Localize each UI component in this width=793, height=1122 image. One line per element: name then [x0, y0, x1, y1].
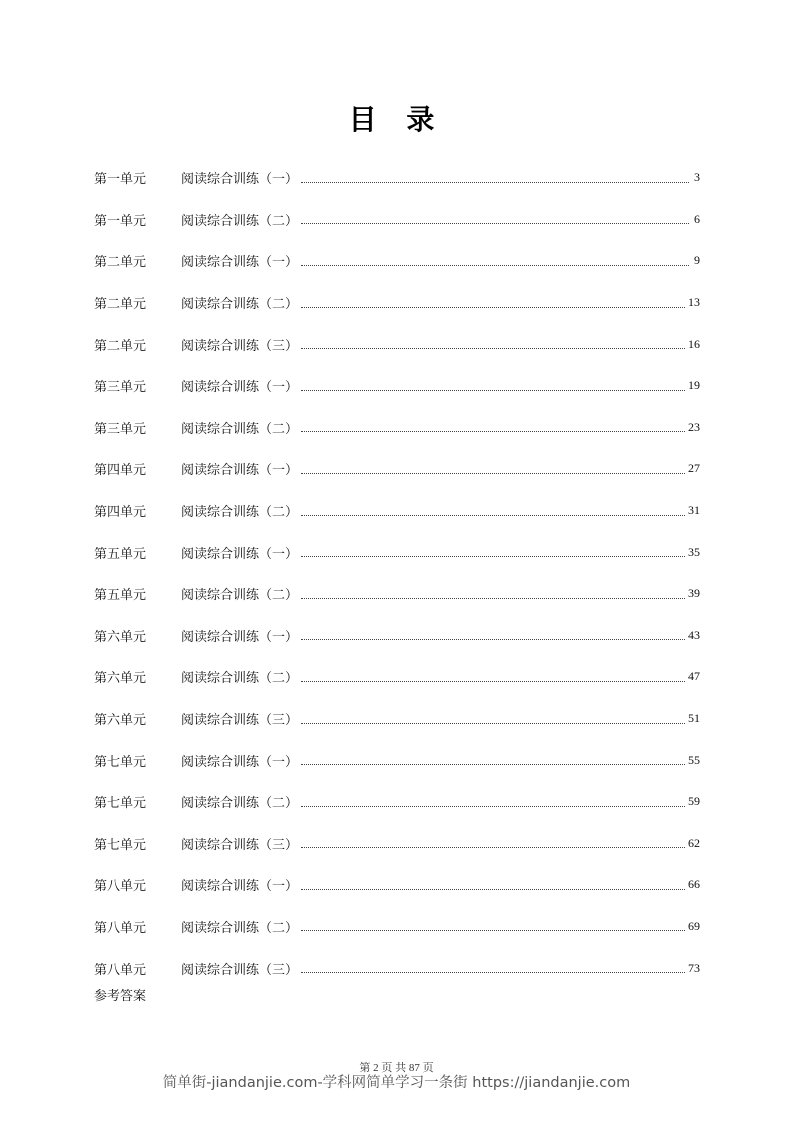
toc-lesson: 阅读综合训练（二） — [181, 421, 299, 437]
toc-entry[interactable] — [94, 698, 700, 740]
toc-unit: 第四单元 — [94, 505, 147, 521]
dot-leader — [301, 680, 685, 682]
toc-unit: 第八单元 — [94, 962, 147, 978]
toc-page-number: 39 — [688, 586, 700, 601]
toc-unit: 第四单元 — [94, 463, 147, 479]
toc-lesson: 阅读综合训练（三） — [181, 837, 299, 853]
toc-page-number: 16 — [688, 336, 700, 351]
toc-page-number: 73 — [688, 960, 700, 975]
toc-entry[interactable] — [94, 739, 700, 781]
toc-entry[interactable] — [94, 448, 700, 490]
toc-unit: 第六单元 — [94, 713, 147, 729]
toc-lesson: 阅读综合训练（二） — [181, 796, 299, 812]
toc-lesson: 阅读综合训练（一） — [181, 879, 299, 895]
toc-unit: 第二单元 — [94, 255, 147, 271]
toc-entry[interactable] — [94, 656, 700, 698]
dot-leader — [301, 347, 685, 349]
toc-page-number: 23 — [688, 419, 700, 434]
dot-leader — [301, 763, 685, 765]
toc-lesson: 阅读综合训练（一） — [181, 546, 299, 562]
toc-lesson: 阅读综合训练（二） — [181, 920, 299, 936]
dot-leader — [301, 805, 685, 807]
toc-entry[interactable] — [94, 157, 700, 199]
toc-unit: 第七单元 — [94, 837, 147, 853]
dot-leader — [301, 514, 685, 516]
toc-unit: 第一单元 — [94, 172, 147, 188]
dot-leader — [301, 638, 685, 640]
dot-leader — [301, 181, 689, 183]
dot-leader — [301, 222, 689, 224]
toc-entry[interactable] — [94, 864, 700, 906]
toc-page-number: 62 — [688, 835, 700, 850]
table-of-contents — [94, 157, 700, 989]
toc-entry[interactable] — [94, 490, 700, 532]
toc-lesson: 阅读综合训练（一） — [181, 255, 299, 271]
dot-leader — [301, 306, 685, 308]
page-title: 目 录 — [348, 103, 445, 136]
toc-page-number: 31 — [688, 503, 700, 518]
toc-page-number: 35 — [688, 544, 700, 559]
toc-unit: 第八单元 — [94, 879, 147, 895]
toc-page-number: 55 — [688, 752, 700, 767]
toc-lesson: 阅读综合训练（二） — [181, 671, 299, 687]
toc-page-number: 3 — [694, 170, 700, 185]
toc-page-number: 51 — [688, 711, 700, 726]
dot-leader — [301, 430, 685, 432]
toc-unit: 第三单元 — [94, 421, 147, 437]
toc-page-number: 9 — [694, 253, 700, 268]
toc-entry[interactable] — [94, 282, 700, 324]
toc-entry[interactable] — [94, 531, 700, 573]
toc-lesson: 阅读综合训练（一） — [181, 754, 299, 770]
toc-lesson: 阅读综合训练（三） — [181, 713, 299, 729]
dot-leader — [301, 888, 685, 890]
dot-leader — [301, 264, 689, 266]
toc-entry[interactable] — [94, 573, 700, 615]
toc-lesson: 阅读综合训练（二） — [181, 505, 299, 521]
toc-lesson: 阅读综合训练（二） — [181, 213, 299, 229]
toc-lesson: 阅读综合训练（一） — [181, 380, 299, 396]
toc-unit: 第七单元 — [94, 796, 147, 812]
toc-page-number: 6 — [694, 211, 700, 226]
toc-entry[interactable] — [94, 823, 700, 865]
toc-lesson: 阅读综合训练（一） — [181, 172, 299, 188]
toc-unit: 第二单元 — [94, 338, 147, 354]
toc-entry[interactable] — [94, 199, 700, 241]
toc-lesson: 阅读综合训练（二） — [181, 297, 299, 313]
toc-entry[interactable] — [94, 240, 700, 282]
dot-leader — [301, 929, 685, 931]
toc-unit: 第三单元 — [94, 380, 147, 396]
toc-entry[interactable] — [94, 365, 700, 407]
toc-page-number: 59 — [688, 794, 700, 809]
toc-lesson: 阅读综合训练（二） — [181, 588, 299, 604]
dot-leader — [301, 971, 685, 973]
toc-lesson: 阅读综合训练（一） — [181, 629, 299, 645]
toc-unit: 第五单元 — [94, 588, 147, 604]
toc-page-number: 43 — [688, 627, 700, 642]
answers-section-label[interactable]: 参考答案 — [94, 989, 147, 1004]
toc-unit: 第二单元 — [94, 297, 147, 313]
toc-page-number: 13 — [688, 295, 700, 310]
toc-unit: 第八单元 — [94, 920, 147, 936]
toc-entry[interactable] — [94, 781, 700, 823]
toc-page-number: 69 — [688, 918, 700, 933]
toc-page-number: 19 — [688, 378, 700, 393]
toc-page-number: 27 — [688, 461, 700, 476]
dot-leader — [301, 389, 685, 391]
dot-leader — [301, 597, 685, 599]
toc-entry[interactable] — [94, 615, 700, 657]
dot-leader — [301, 555, 685, 557]
toc-lesson: 阅读综合训练（三） — [181, 962, 299, 978]
toc-entry[interactable] — [94, 947, 700, 989]
toc-unit: 第五单元 — [94, 546, 147, 562]
toc-page-number: 66 — [688, 877, 700, 892]
toc-unit: 第六单元 — [94, 671, 147, 687]
toc-page-number: 47 — [688, 669, 700, 684]
dot-leader — [301, 846, 685, 848]
toc-lesson: 阅读综合训练（一） — [181, 463, 299, 479]
toc-unit: 第六单元 — [94, 629, 147, 645]
dot-leader — [301, 722, 685, 724]
toc-entry[interactable] — [94, 906, 700, 948]
toc-entry[interactable] — [94, 407, 700, 449]
toc-lesson: 阅读综合训练（三） — [181, 338, 299, 354]
site-watermark: 简单街-jiandanjie.com-学科网简单学习一条街 https://jiandanjie.com — [162, 1075, 631, 1091]
page-indicator: 第 2 页 共 87 页 — [359, 1062, 434, 1074]
dot-leader — [301, 472, 685, 474]
toc-unit: 第七单元 — [94, 754, 147, 770]
toc-entry[interactable] — [94, 323, 700, 365]
toc-unit: 第一单元 — [94, 213, 147, 229]
